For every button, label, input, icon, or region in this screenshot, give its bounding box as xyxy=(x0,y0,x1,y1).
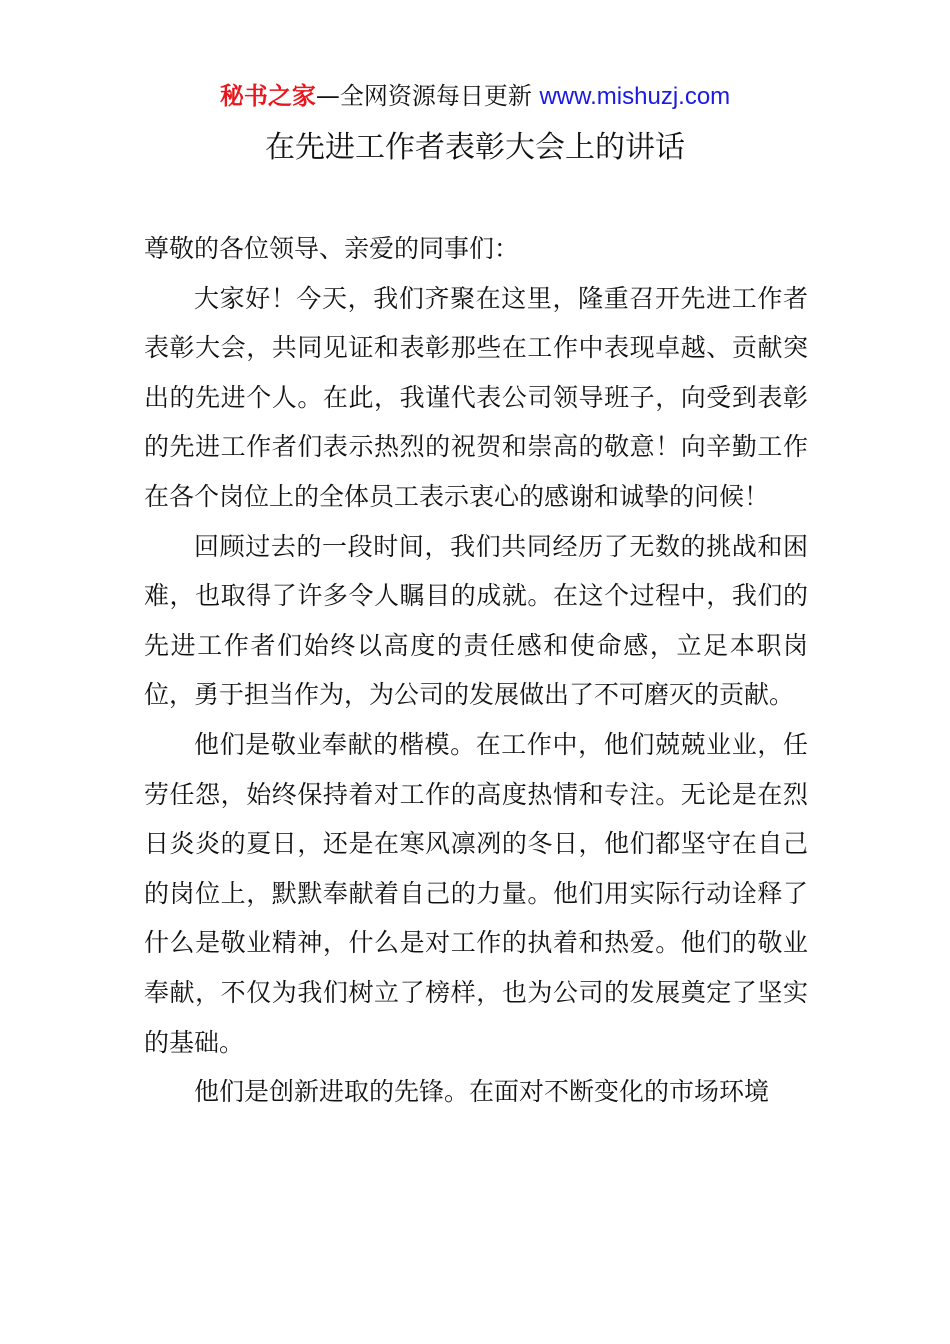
document-body xyxy=(144,224,808,1117)
paragraph-3: 他们是敬业奉献的楷模。在工作中，他们兢兢业业，任劳任怨，始终保持着对工作的高度热情和专注。无论是在烈日炎炎的夏日，还是在寒风凛冽的冬日，他们都坚守在自己的岗位上，默默奉献着自己的力量。他们用实际行动诠释了什么是敬业精神，什么是对工作的执着和热爱。他们的敬业奉献，不仅为我们树立了榜样，也为公司的发展奠定了坚实的基础。 xyxy=(144,729,808,1057)
site-url-link[interactable]: www.mishuzj.com xyxy=(539,83,731,110)
site-slogan: —全网资源每日更新 xyxy=(315,82,532,110)
paragraph-4: 他们是创新进取的先锋。在面对不断变化的市场环境 xyxy=(194,1077,770,1107)
document-title: 在先进工作者表彰大会上的讲话 xyxy=(265,130,685,165)
salutation: 尊敬的各位领导、亲爱的同事们： xyxy=(144,234,520,263)
site-header xyxy=(0,80,950,113)
brand-name: 秘书之家 xyxy=(219,82,316,110)
paragraph-2: 回顾过去的一段时间，我们共同经历了无数的挑战和困难，也取得了许多令人瞩目的成就。在这个过程中，我们的先进工作者们始终以高度的责任感和使命感，立足本职岗位，勇于担当作为，为公司的发展做出了不可磨灭的贡献。 xyxy=(144,531,808,710)
paragraph-1: 大家好！今天，我们齐聚在这里，隆重召开先进工作者表彰大会，共同见证和表彰那些在工作中表现卓越、贡献突出的先进个人。在此，我谨代表公司领导班子，向受到表彰的先进工作者们表示热烈的祝贺和崇高的敬意！向辛勤工作在各个岗位上的全体员工表示衷心的感谢和诚挚的问候！ xyxy=(144,283,808,511)
